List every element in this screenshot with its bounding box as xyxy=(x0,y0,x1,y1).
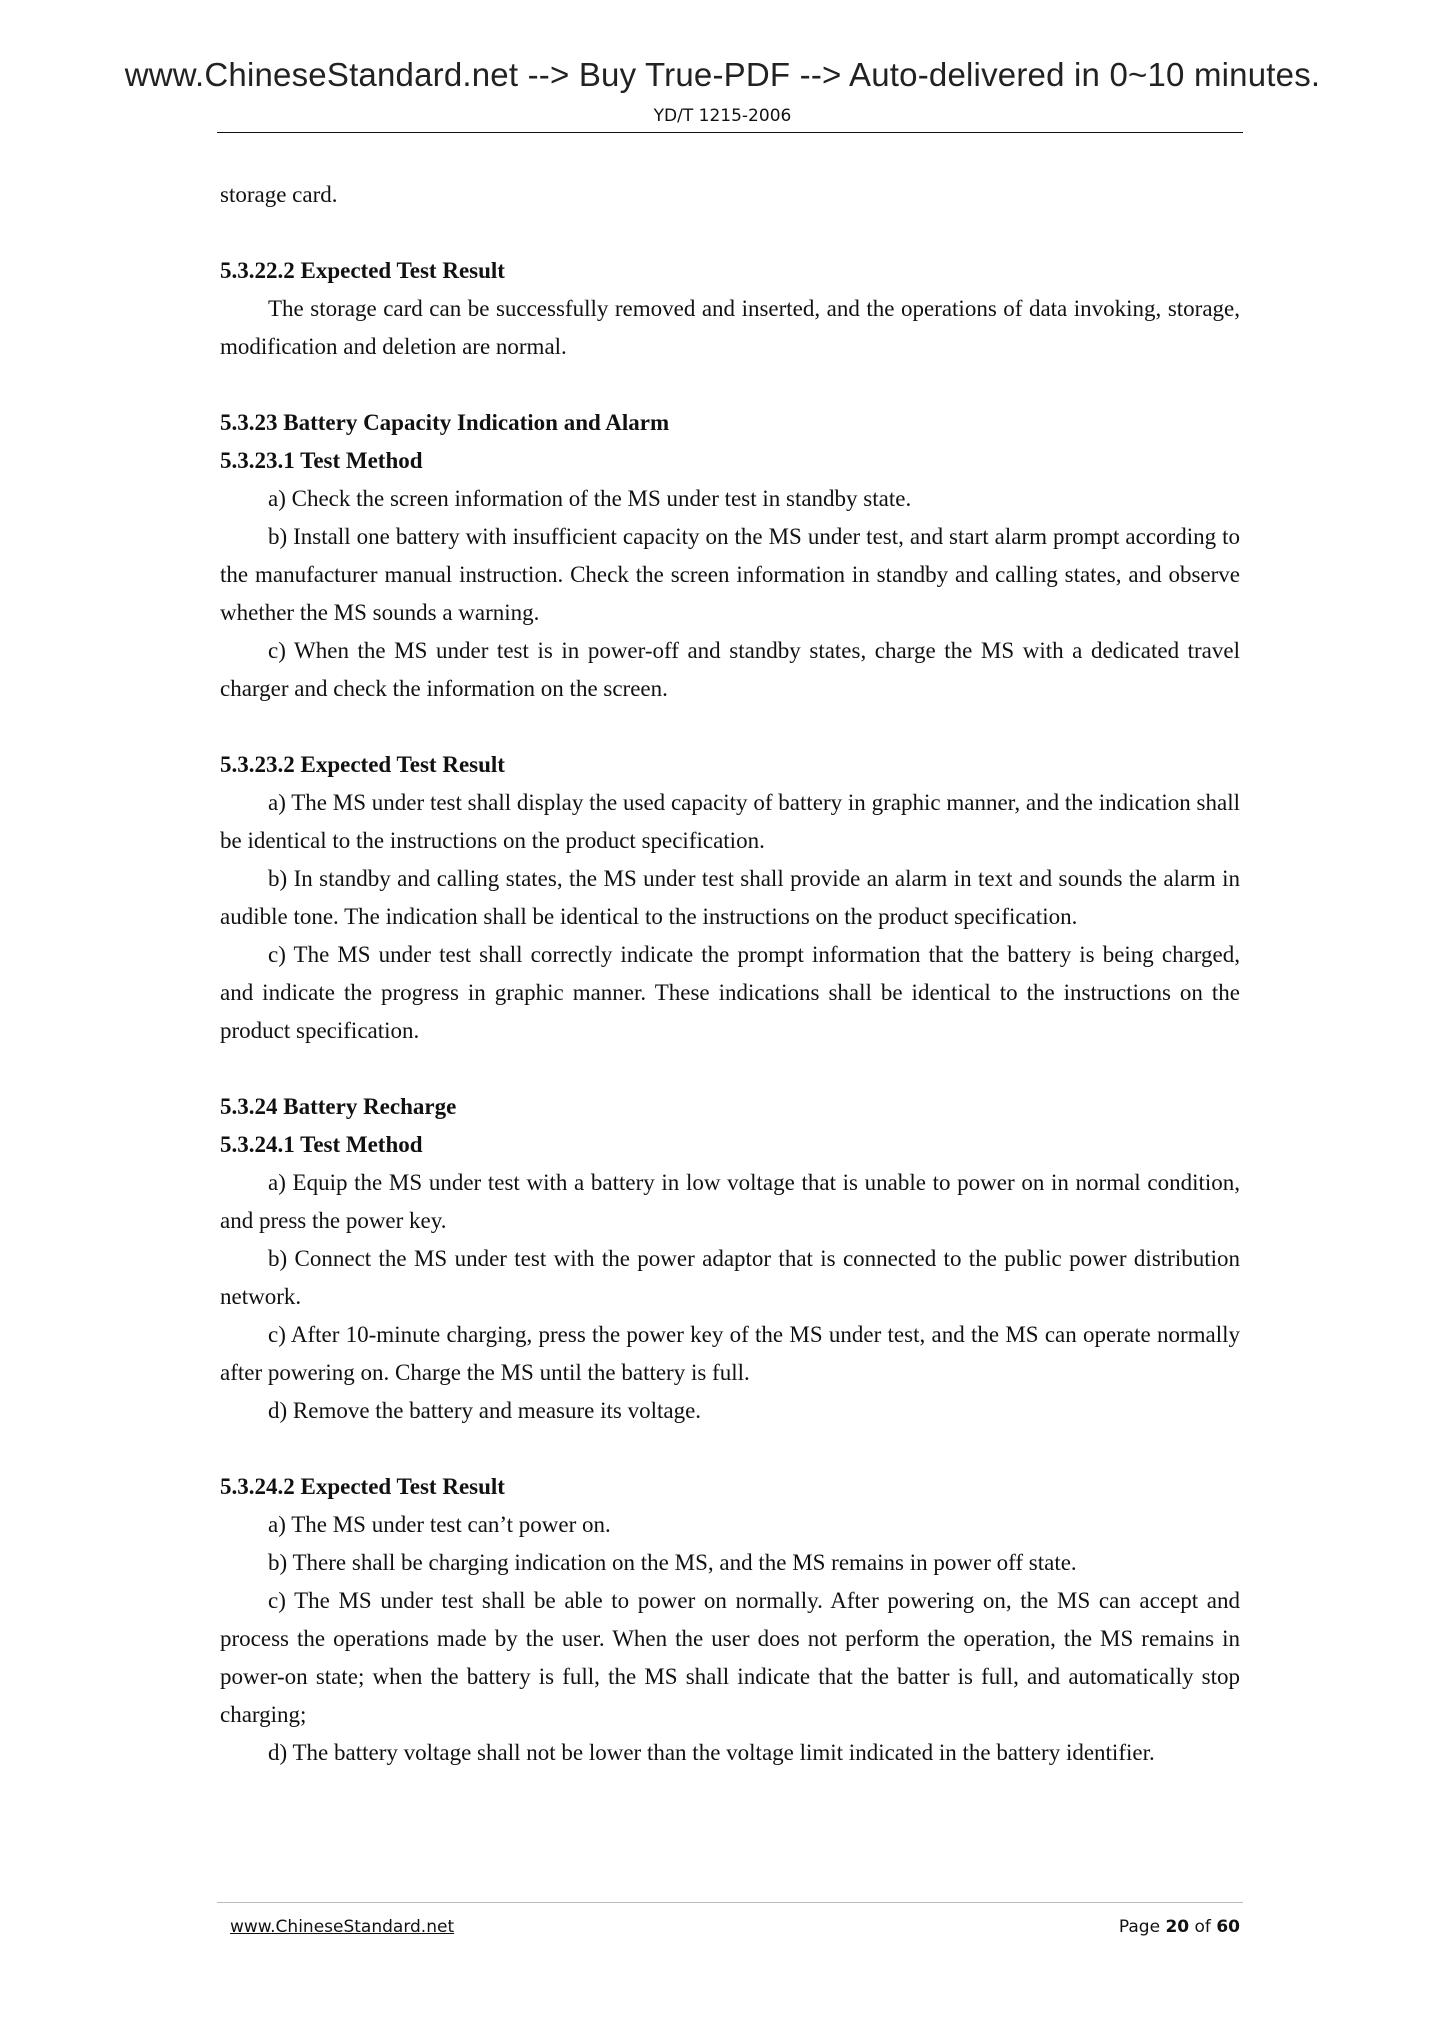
site-banner[interactable]: www.ChineseStandard.net --> Buy True-PDF --> Auto-delivered in 0~10 minutes. xyxy=(124,56,1321,93)
page-body xyxy=(220,176,1240,1772)
list-item: a) The MS under test can’t power on. xyxy=(268,1512,611,1537)
section-heading-5-3-23-1: 5.3.23.1 Test Method xyxy=(220,448,423,473)
list-item: c) The MS under test shall be able to power on normally. After powering on, the MS can accept and process the operations made by the user. When the user does not perform the operation, the MS remains in power-on state; when the battery is full, the MS shall indicate that the batter is full, and automatically stop charging; xyxy=(220,1588,1240,1727)
section-heading-5-3-24: 5.3.24 Battery Recharge xyxy=(220,1094,457,1119)
list-item: b) Install one battery with insufficient capacity on the MS under test, and start alarm prompt according to the manufacturer manual instruction. Check the screen information in standby and calling states, and observe whether the MS sounds a warning. xyxy=(220,524,1240,625)
footer-rule xyxy=(217,1902,1243,1903)
spacer xyxy=(220,1050,1240,1088)
page-current: 20 xyxy=(1165,1917,1190,1937)
section-heading-5-3-24-2: 5.3.24.2 Expected Test Result xyxy=(220,1474,505,1499)
footer-site-link[interactable]: www.ChineseStandard.net xyxy=(230,1917,455,1937)
spacer xyxy=(220,1430,1240,1468)
list-item: d) The battery voltage shall not be lower than the voltage limit indicated in the battery identifier. xyxy=(268,1740,1155,1765)
section-heading-5-3-22-2: 5.3.22.2 Expected Test Result xyxy=(220,258,505,283)
list-item: d) Remove the battery and measure its voltage. xyxy=(268,1398,702,1423)
paragraph-continuation: storage card. xyxy=(220,182,338,207)
header-rule xyxy=(217,132,1243,133)
list-item: c) When the MS under test is in power-off and standby states, charge the MS with a dedicated travel charger and check the information on the screen. xyxy=(220,638,1240,701)
spacer xyxy=(220,708,1240,746)
page-prefix: Page xyxy=(1118,1917,1161,1937)
list-item: c) The MS under test shall correctly indicate the prompt information that the battery is being charged, and indicate the progress in graphic manner. These indications shall be identical to the instructions on the product specification. xyxy=(220,942,1240,1043)
spacer xyxy=(220,366,1240,404)
page-separator: of xyxy=(1194,1917,1211,1937)
page-total: 60 xyxy=(1216,1917,1240,1937)
list-item: a) Check the screen information of the MS under test in standby state. xyxy=(268,486,912,511)
section-heading-5-3-23: 5.3.23 Battery Capacity Indication and Alarm xyxy=(220,410,670,435)
list-item: a) Equip the MS under test with a battery in low voltage that is unable to power on in normal condition, and press the power key. xyxy=(220,1170,1240,1233)
paragraph: The storage card can be successfully removed and inserted, and the operations of data invoking, storage, modification and deletion are normal. xyxy=(220,296,1240,359)
list-item: b) In standby and calling states, the MS under test shall provide an alarm in text and sounds the alarm in audible tone. The indication shall be identical to the instructions on the product specification. xyxy=(220,866,1240,929)
section-heading-5-3-24-1: 5.3.24.1 Test Method xyxy=(220,1132,423,1157)
list-item: b) There shall be charging indication on the MS, and the MS remains in power off state. xyxy=(268,1550,1077,1575)
list-item: b) Connect the MS under test with the power adaptor that is connected to the public power distribution network. xyxy=(220,1246,1240,1309)
section-heading-5-3-23-2: 5.3.23.2 Expected Test Result xyxy=(220,752,505,777)
page-number xyxy=(1119,1917,1240,1937)
list-item: a) The MS under test shall display the used capacity of battery in graphic manner, and the indication shall be identical to the instructions on the product specification. xyxy=(220,790,1240,853)
list-item: c) After 10-minute charging, press the power key of the MS under test, and the MS can operate normally after powering on. Charge the MS until the battery is full. xyxy=(220,1322,1240,1385)
spacer xyxy=(220,214,1240,252)
document-id: YD/T 1215-2006 xyxy=(653,106,792,126)
